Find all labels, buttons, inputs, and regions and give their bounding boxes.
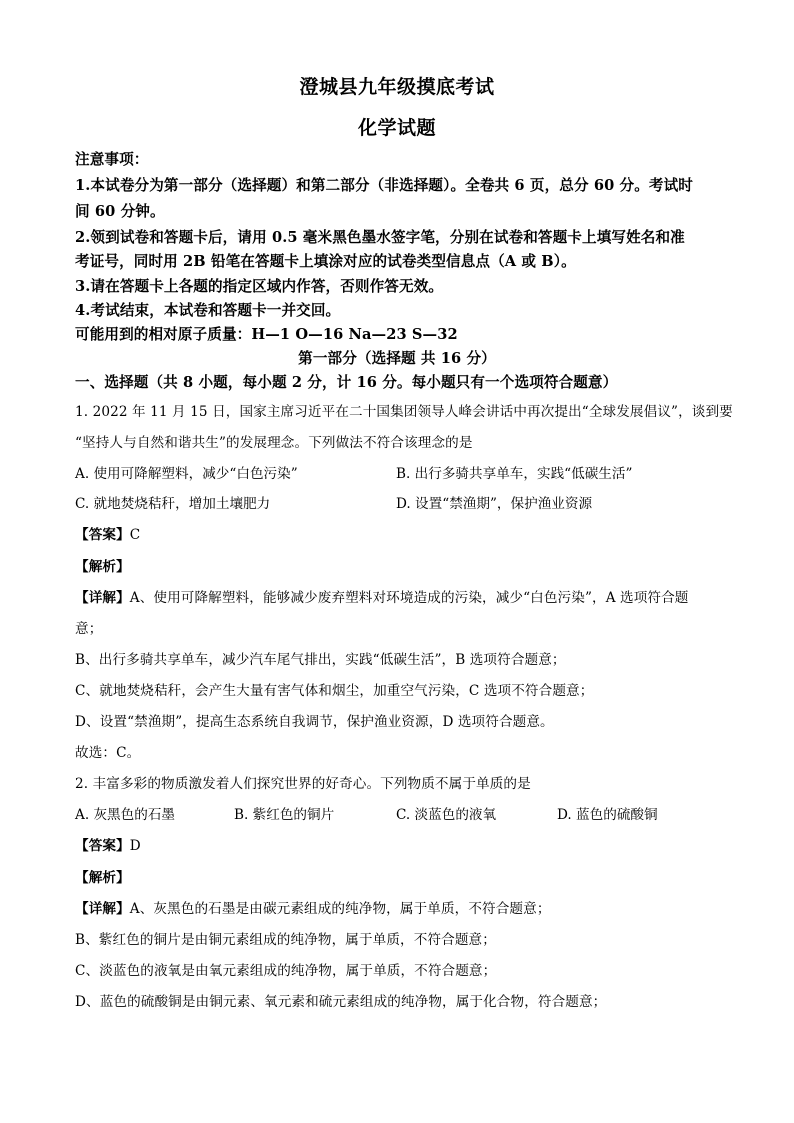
q2-option-c: C. 淡蓝色的液氧 — [396, 807, 497, 823]
notice-line: 3.请在答题卡上各题的指定区域内作答，否则作答无效。 — [75, 278, 444, 295]
q2-option-a: A. 灰黑色的石墨 — [75, 807, 176, 823]
q1-option-d: D. 设置“禁渔期”，保护渔业资源 — [396, 496, 593, 512]
q2-option-d: D. 蓝色的硫酸铜 — [557, 807, 658, 823]
notice-line: 2.领到试卷和答题卡后，请用 0.5 毫米黑色墨水签字笔，分别在试卷和答题卡上填写姓名和准 — [75, 229, 685, 246]
q1-answer — [75, 523, 140, 543]
detail-label: 【详解】 — [75, 590, 130, 606]
q2-answer — [75, 834, 141, 854]
answer-label: 【答案】 — [75, 838, 130, 854]
answer-value: D — [129, 838, 141, 854]
q1-detail-line: 意； — [75, 621, 103, 637]
notice-heading: 注意事项： — [75, 151, 149, 168]
notice-line: 1.本试卷分为第一部分（选择题）和第二部分（非选择题）。全卷共 6 页，总分 60 分。考试时 — [75, 177, 693, 194]
q1-detail-line: D、设置“禁渔期”，提高生态系统自我调节，保护渔业资源，D 选项符合题意。 — [75, 714, 554, 730]
q1-option-c: C. 就地焚烧秸秆，增加土壤肥力 — [75, 496, 271, 512]
detail-label: 【详解】 — [75, 901, 130, 917]
q1-conclusion: 故选：C。 — [75, 745, 141, 761]
q1-option-a: A. 使用可降解塑料，减少“白色污染” — [75, 466, 298, 482]
notice-line: 4.考试结束，本试卷和答题卡一并交回。 — [75, 302, 341, 319]
q2-detail-line1 — [75, 897, 551, 917]
notice-line: 间 60 分钟。 — [75, 203, 165, 220]
exam-subtitle: 化学试题 — [357, 117, 436, 139]
answer-label: 【答案】 — [75, 527, 130, 543]
q2-detail-line: D、蓝色的硫酸铜是由铜元素、氧元素和硫元素组成的纯净物，属于化合物，符合题意； — [75, 994, 607, 1010]
q2-stem: 2. 丰富多彩的物质激发着人们探究世界的好奇心。下列物质不属于单质的是 — [75, 776, 531, 792]
atomic-mass-line: 可能用到的相对原子质量：H—1 O—16 Na—23 S—32 — [75, 326, 458, 343]
detail-text: A、使用可降解塑料，能够减少废弃塑料对环境造成的污染，减少“白色污染”，A 选项符合题 — [129, 590, 689, 606]
q2-detail-line: B、紫红色的铜片是由铜元素组成的纯净物，属于单质，不符合题意； — [75, 932, 496, 948]
section1-heading: 一、选择题（共 8 小题，每小题 2 分，计 16 分。每小题只有一个选项符合题意） — [75, 374, 618, 391]
q2-option-b: B. 紫红色的铜片 — [234, 807, 335, 823]
q1-detail-line1 — [75, 586, 689, 606]
exam-title: 澄城县九年级摸底考试 — [299, 76, 495, 98]
q1-option-b: B. 出行多骑共享单车，实践“低碳生活” — [396, 466, 633, 482]
q2-detail-line: C、淡蓝色的液氧是由氧元素组成的纯净物，属于单质，不符合题意； — [75, 963, 497, 979]
answer-value: C — [129, 527, 141, 543]
detail-text: A、灰黑色的石墨是由碳元素组成的纯净物，属于单质，不符合题意； — [129, 901, 551, 917]
part1-heading: 第一部分（选择题 共 16 分） — [298, 350, 496, 367]
notice-line: 考证号，同时用 2B 铅笔在答题卡上填涂对应的试卷类型信息点（A 或 B）。 — [75, 253, 576, 270]
q1-stem-line1: 1. 2022 年 11 月 15 日，国家主席习近平在二十国集团领导人峰会讲话中再次提出“全球发展倡议”，谈到要 — [75, 404, 733, 420]
q1-detail-line: B、出行多骑共享单车，减少汽车尾气排出，实践“低碳生活”，B 选项符合题意； — [75, 652, 566, 668]
q1-detail-line: C、就地焚烧秸秆，会产生大量有害气体和烟尘，加重空气污染，C 选项不符合题意； — [75, 683, 594, 699]
q1-analysis-label: 【解析】 — [75, 559, 130, 575]
q2-analysis-label: 【解析】 — [75, 870, 130, 886]
q1-stem-line2: “坚持人与自然和谐共生”的发展理念。下列做法不符合该理念的是 — [75, 435, 473, 451]
